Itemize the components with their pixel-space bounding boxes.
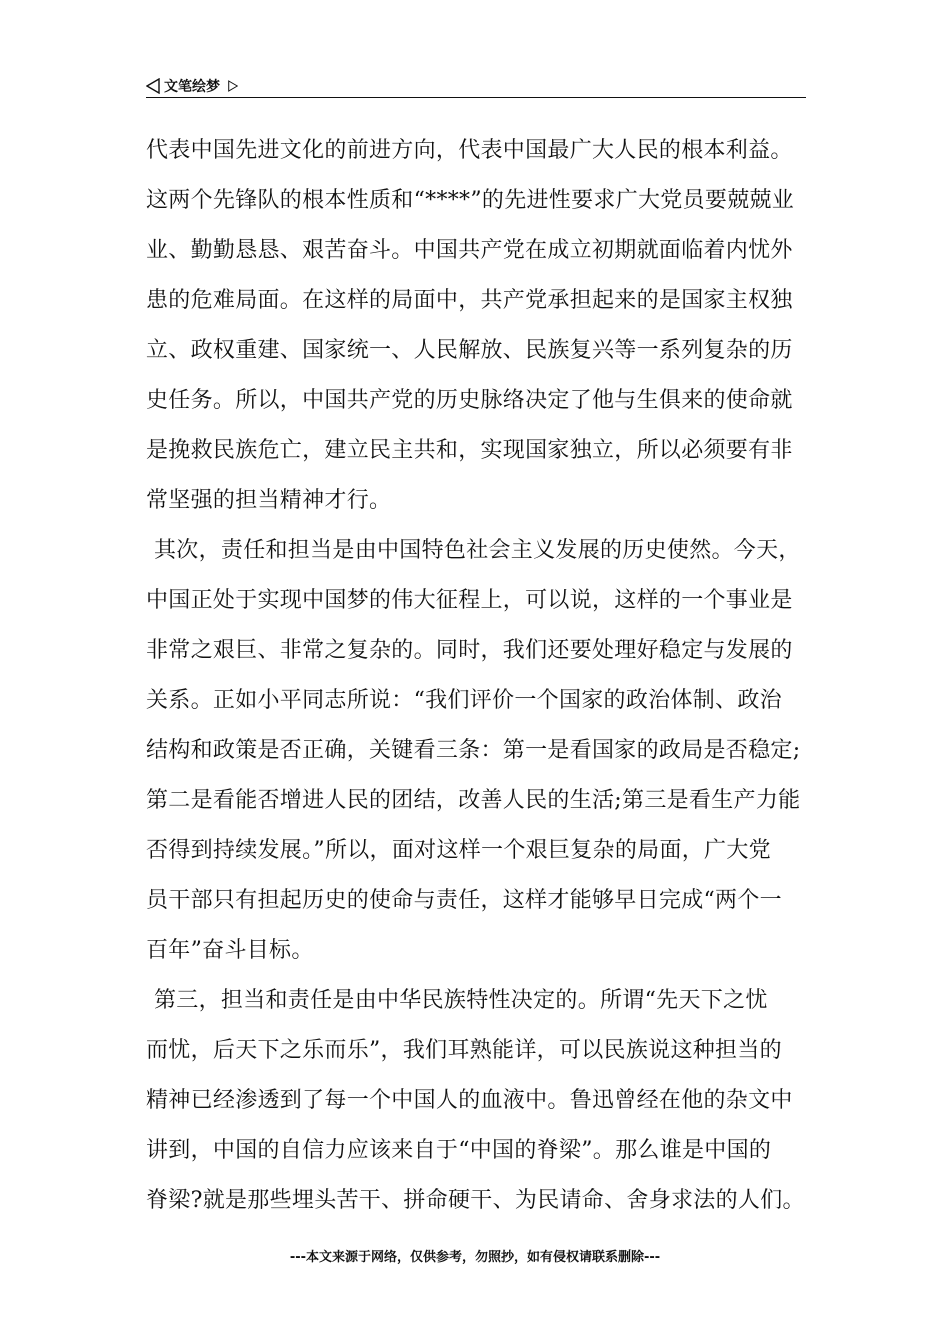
body-line: 非常之艰巨、非常之复杂的。同时，我们还要处理好稳定与发展的 [146, 638, 793, 663]
body-line: 讲到，中国的自信力应该来自于“中国的脊梁”。那么谁是中国的 [146, 1138, 772, 1163]
body-line: 中国正处于实现中国梦的伟大征程上，可以说，这样的一个事业是 [146, 588, 793, 613]
body-line: 其次，责任和担当是由中国特色社会主义发展的历史使然。今天， [154, 538, 801, 563]
body-line: 业、勤勤恳恳、艰苦奋斗。中国共产党在成立初期就面临着内忧外 [146, 238, 793, 263]
body-line: 第三，担当和责任是由中华民族特性决定的。所谓“先天下之忧 [154, 988, 768, 1013]
body-line: 这两个先锋队的根本性质和“****”的先进性要求广大党员要兢兢业 [146, 188, 795, 213]
triangle-right-icon [228, 80, 238, 92]
footer-notice: ---本文来源于网络，仅供参考，勿照抄，如有侵权请联系删除--- [289, 1250, 661, 1265]
body-line: 第二是看能否增进人民的团结，改善人民的生活;第三是看生产力能 [146, 788, 801, 813]
header-divider [146, 97, 806, 98]
body-line: 是挽救民族危亡，建立民主共和，实现国家独立，所以必须要有非 [146, 438, 793, 463]
body-line: 患的危难局面。在这样的局面中，共产党承担起来的是国家主权独 [146, 288, 793, 313]
header-brand: 文笔绘梦 [164, 79, 220, 95]
body-line: 百年”奋斗目标。 [146, 938, 314, 963]
body-line: 脊梁?就是那些埋头苦干、拼命硬干、为民请命、舍身求法的人们。 [146, 1188, 805, 1213]
triangle-left-icon [146, 78, 160, 94]
body-line: 而忧，后天下之乐而乐”，我们耳熟能详，可以民族说这种担当的 [146, 1038, 782, 1063]
body-line: 否得到持续发展。”所以，面对这样一个艰巨复杂的局面，广大党 [146, 838, 771, 863]
body-line: 代表中国先进文化的前进方向，代表中国最广大人民的根本利益。 [146, 138, 793, 163]
page-header [146, 74, 806, 98]
document-body [146, 126, 806, 1226]
body-line: 精神已经渗透到了每一个中国人的血液中。鲁迅曾经在他的杂文中 [146, 1088, 793, 1113]
body-line: 员干部只有担起历史的使命与责任，这样才能够早日完成“两个一 [146, 888, 782, 913]
body-line: 结构和政策是否正确，关键看三条：第一是看国家的政局是否稳定; [146, 738, 801, 763]
body-line: 立、政权重建、国家统一、人民解放、民族复兴等一系列复杂的历 [146, 338, 793, 363]
body-line: 常坚强的担当精神才行。 [146, 488, 392, 513]
body-line: 史任务。所以，中国共产党的历史脉络决定了他与生俱来的使命就 [146, 388, 793, 413]
body-line: 关系。正如小平同志所说：“我们评价一个国家的政治体制、政治 [146, 688, 782, 713]
